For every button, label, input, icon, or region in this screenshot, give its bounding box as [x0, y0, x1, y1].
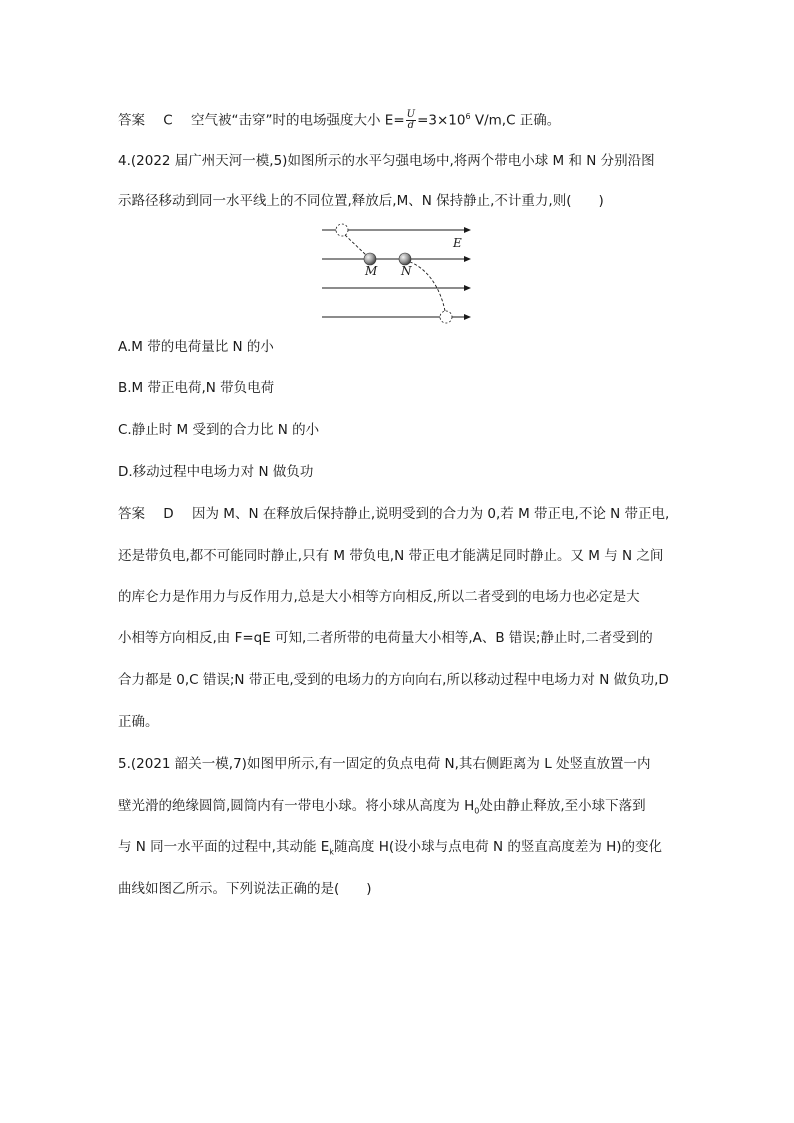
answer-4-line-4: 小相等方向相反,由 F=qE 可知,二者所带的电荷量大小相等,A、B 错误;静止时,二者受到的	[118, 630, 653, 646]
m-path	[345, 235, 366, 255]
answer-label: 答案	[118, 506, 145, 522]
fraction-denominator: d	[407, 120, 415, 131]
answer-4-line-2: 还是带负电,都不可能同时静止,只有 M 带负电,N 带正电才能满足同时静止。又 M 与 N 之间	[118, 548, 664, 564]
fraction-u-over-d	[406, 110, 416, 131]
n-start-position	[440, 311, 452, 323]
option-d: D.移动过程中电场力对 N 做负功	[118, 464, 314, 480]
answer-4-line-6: 正确。	[118, 714, 159, 730]
question-5-line-4: 曲线如图乙所示。下列说法正确的是( )	[118, 881, 372, 897]
answer-text: 因为 M、N 在释放后保持静止,说明受到的合力为 0,若 M 带正电,不论 N 带正电,	[192, 506, 670, 522]
question-5-line-3	[118, 837, 662, 863]
electric-field-figure	[316, 222, 476, 326]
answer-choice: D	[163, 506, 174, 522]
field-label-e: E	[453, 236, 462, 250]
q5-text: 与 N 同一水平面的过程中,其动能 E	[118, 839, 330, 855]
answer-3-line	[118, 107, 560, 131]
question-4-line-2: 示路径移动到同一水平线上的不同位置,释放后,M、N 保持静止,不计重力,则( )	[118, 193, 604, 209]
q5-subscript-0: 0	[474, 806, 480, 816]
answer-4-line-5: 合力都是 0,C 错误;N 带正电,受到的电场力的方向向右,所以移动过程中电场力对 N 做负功,D	[118, 672, 669, 688]
q5-text: 壁光滑的绝缘圆筒,圆筒内有一带电小球。将小球从高度为 H	[118, 798, 475, 814]
answer-4-line-3: 的库仑力是作用力与反作用力,总是大小相等方向相反,所以二者受到的电场力也必定是大	[118, 589, 640, 605]
m-start-position	[336, 224, 348, 236]
option-b: B.M 带正电荷,N 带负电荷	[118, 380, 275, 396]
question-5-line-2	[118, 796, 646, 822]
q5-subscript-k: k	[329, 847, 334, 857]
answer-text-end: V/m,C 正确。	[470, 112, 561, 129]
answer-text: 空气被“击穿”时的电场强度大小 E=	[191, 112, 405, 129]
exponent: 6	[465, 112, 471, 121]
option-a: A.M 带的电荷量比 N 的小	[118, 339, 274, 355]
q5-text-end: 处由静止释放,至小球下落到	[479, 798, 646, 814]
option-c: C.静止时 M 受到的合力比 N 的小	[118, 422, 320, 438]
label-n: N	[401, 264, 412, 278]
fraction-numerator: U	[406, 109, 416, 120]
label-m: M	[365, 264, 378, 278]
answer-4-line-1	[118, 504, 669, 524]
n-path	[410, 262, 445, 311]
field-lines	[322, 230, 470, 317]
equation-value: =3×10	[417, 112, 466, 129]
question-4-line-1: 4.(2022 届广州天河一模,5)如图所示的水平匀强电场中,将两个带电小球 M 和 N 分别沿图	[118, 153, 655, 169]
q5-text-end: 随高度 H(设小球与点电荷 N 的竖直高度差为 H)的变化	[333, 839, 663, 855]
question-5-line-1: 5.(2021 韶关一模,7)如图甲所示,有一固定的负点电荷 N,其右侧距离为 L 处竖直放置一内	[118, 756, 651, 772]
answer-choice: C	[163, 112, 173, 129]
answer-label: 答案	[118, 112, 145, 129]
